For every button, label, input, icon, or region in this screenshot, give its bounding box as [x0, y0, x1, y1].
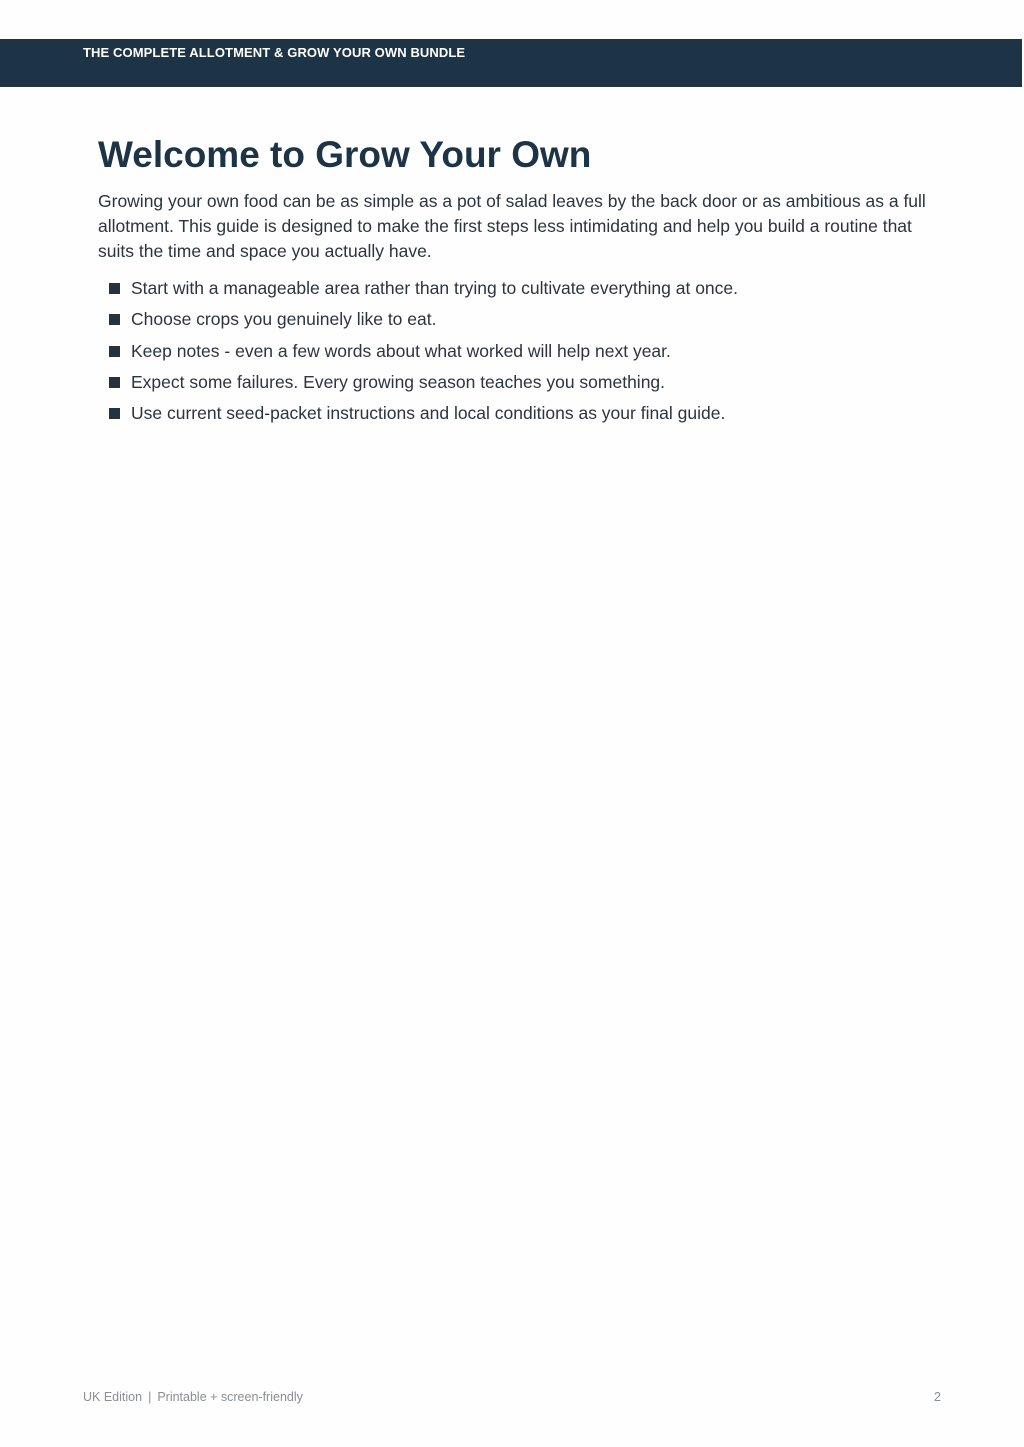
square-bullet-icon — [109, 283, 120, 294]
tip-text: Use current seed-packet instructions and local conditions as your final guide. — [131, 403, 726, 423]
square-bullet-icon — [109, 314, 120, 325]
footer-separator: | — [148, 1390, 152, 1404]
tip-text: Choose crops you genuinely like to eat. — [131, 309, 437, 330]
square-bullet-icon — [109, 377, 120, 388]
tip-text: Start with a manageable area rather than trying to cultivate everything at once. — [131, 278, 739, 298]
tip-text: Expect some failures. Every growing season teaches you something. — [131, 371, 666, 392]
intro-paragraph: Growing your own food can be as simple as a pot of salad leaves by the back door or as ambitious as a full allotment. This guide is designed to make the first steps less intimidating and help you build a routine that suits the time and space you actually have. — [98, 191, 926, 261]
footer-format: Printable + screen-friendly — [157, 1390, 303, 1404]
list-item — [98, 370, 938, 395]
main-content — [98, 133, 938, 432]
square-bullet-icon — [109, 346, 120, 357]
square-bullet-icon — [109, 408, 120, 419]
list-item — [98, 339, 938, 364]
tip-text: Keep notes - even a few words about what worked will help next year. — [131, 340, 671, 361]
list-item — [98, 276, 938, 301]
footer-edition: UK Edition — [83, 1390, 143, 1404]
tips-list — [98, 276, 938, 426]
page-title: Welcome to Grow Your Own — [98, 134, 592, 175]
page-number: 2 — [934, 1390, 941, 1404]
bundle-title: THE COMPLETE ALLOTMENT & GROW YOUR OWN BUNDLE — [83, 45, 466, 60]
footer-info — [83, 1390, 303, 1404]
list-item — [98, 401, 938, 426]
list-item — [98, 307, 938, 332]
